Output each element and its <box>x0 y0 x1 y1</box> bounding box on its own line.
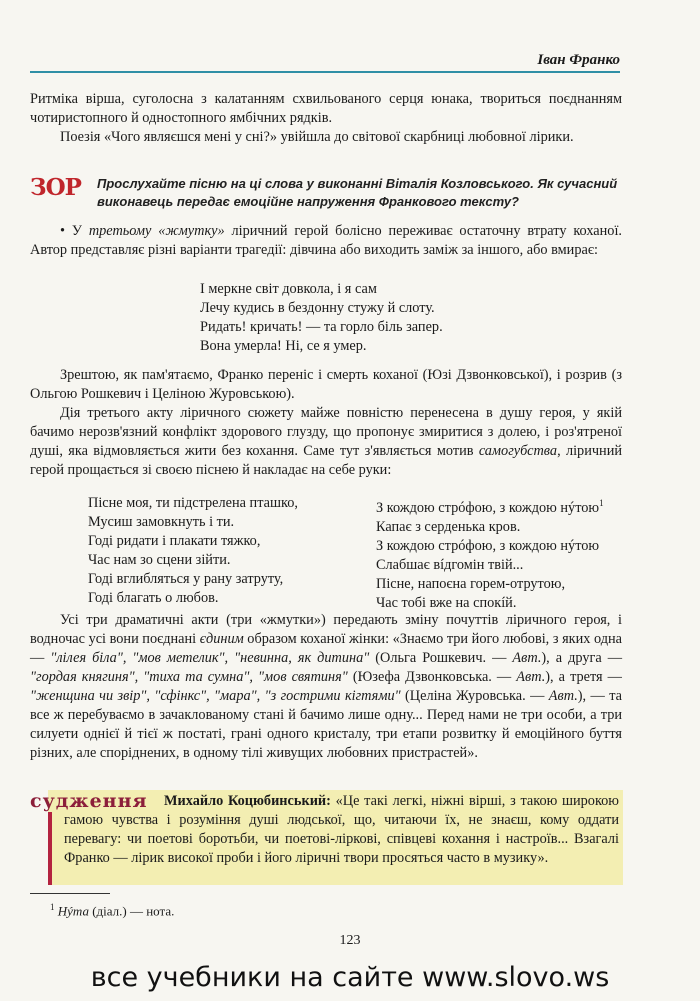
act-text-pre: Дія третього акту ліричного сюжету майже повністю перенесена в душу героя, у якій бачимо нерозв'язний конфлікт здорового глузду, що пропонує змиритися з долею, і роз'ятреної душі, яка відмовляється жити без кохання. Саме тут з'являється мотив <box>30 405 622 459</box>
poem-line: Ридать! кричать! — та горло біль запер. <box>200 319 443 335</box>
poem-line: Мусиш замовкнуть і ти. <box>88 514 235 530</box>
third-text-post: ліричний герой болісно переживає остаточну втрату коханої. Автор представляє різні варіанти трагедії: дівчина або виходить заміж за іншого, або вмирає: <box>30 223 622 258</box>
poem-line: Годі вглибляться у рану затруту, <box>88 571 284 587</box>
third-act-paragraph <box>30 404 622 480</box>
running-header-author: Іван Франко <box>537 52 620 68</box>
judgement-author: Михайло Коцюбинський: <box>164 793 331 809</box>
zor-task-text: Прослухайте пісню на ці слова у виконанні Віталія Козловського. Як сучасний виконавець передає емоційне напруження Франкового тексту? <box>97 176 618 209</box>
footnote-rule <box>30 893 110 894</box>
poem-line: Годі благать о любов. <box>88 590 219 606</box>
act-text-em: самогубства <box>478 443 558 459</box>
poem-line: Вона умерла! Ні, се я умер. <box>200 338 367 354</box>
poem-line: Час нам зо сцени зійти. <box>88 552 231 568</box>
poem-line: Капає з серденька кров. <box>376 518 521 535</box>
third-text-pre: У <box>71 223 89 239</box>
judgement-bar <box>48 812 52 885</box>
poem-line: Пісне, напоєна горем-отрутою, <box>376 575 566 592</box>
intro-paragraph-1: Ритміка вірша, суголосна з калатанням схвильованого серця юнака, твориться поєднанням чотиристопного й одностопного ямбічних рядків. <box>30 91 622 126</box>
poem-line: Час тобі вже на спокíй. <box>376 594 517 611</box>
poem-line: Годі ридати і плакати тяжко, <box>88 533 261 549</box>
judgement-logo: судження <box>30 790 148 812</box>
judgement-quote-text: «Це такі легкі, ніжні вірші, з такою широкою гамою чувства і розуміння душі людської, що, читаючи їх, не знаєш, кому оддати перевагу: чи поетові боротьби, чи поетові-ліркові, співцеві кохання і настроїв... Взагалі Франко — лірик високої проби і його ліричні твори просяться часто в музику». <box>64 793 619 866</box>
finally-text: Зрештою, як пам'ятаємо, Франко переніс і смерть коханої (Юзі Дзвонковської), і розрив (з Ольгою Рошкевич і Целіною Журовською). <box>30 367 622 402</box>
poem-excerpt-1 <box>200 280 443 356</box>
poem-line: Пісне моя, ти підстрелена пташко, <box>88 495 298 511</box>
footnote: $^1$ Нýта (діал.) — нота. <box>50 902 175 919</box>
poem-excerpt-2-left <box>88 494 298 608</box>
header-rule <box>30 71 620 73</box>
third-bundle-paragraph <box>30 222 622 260</box>
poem-line: І меркне світ довкола, і я сам <box>200 281 377 297</box>
site-banner: все учебники на сайте www.slovo.ws <box>90 962 610 993</box>
third-text-em: третьому «жмутку» <box>88 223 225 239</box>
poem-line: З кождою стрóфою, з кождою нýтою <box>376 537 600 554</box>
act-text-post: , ліричний герой прощається зі своєю піснею й накладає на себе руки: <box>30 443 623 478</box>
intro-paragraph-2: Поезія «Чого являєшся мені у сні?» увійшла до світової скарбниці любовної лірики. <box>60 129 574 145</box>
zor-logo: ЗОР <box>30 174 81 201</box>
poem-line: З кождою стрóфою, з кождою нýтою$^1$ <box>376 498 604 516</box>
finally-paragraph <box>30 366 622 404</box>
bullet: • <box>60 223 66 239</box>
poem-excerpt-2-right <box>376 494 604 613</box>
poem-line: Лечу кудись в бездонну стужу й слоту. <box>200 300 435 316</box>
three-bundles-paragraph: Усі три драматичні акти (три «жмутки») передають зміну почуттів ліричного героя, і водночас усі вони поєднані єдиним образом коханої жінки: «Знаємо три його любові, з яких одна — "лілея біла", "мов метелик", "невинна, як дитина" (Ольга Рошкевич. — Авт.), а друга — "гордая княгиня", "тиха та сумна", "мов святиня" (Юзефа Дзвонковська. — Авт.), а третя — "женщина чи звір", "сфінкс", "мара", "з гострими кігтями" (Целіна Журовська. — Авт.), — та все ж перебуваємо в зачаклованому стані й бачимо лише одну... Перед нами не три особи, а три силуети однієї й тієї ж постаті, грані одного кристалу, три етапи розвитку й емоційного буття різних, але споріднених, в одному тілі живущих любовних пристрастей». <box>30 612 623 761</box>
intro-block <box>30 90 622 147</box>
footnote-ref: 1 <box>599 498 604 508</box>
poem-line: Слабшає вíдгомін твій... <box>376 556 524 573</box>
page-number: 123 <box>339 933 361 948</box>
judgement-quote <box>64 792 619 868</box>
